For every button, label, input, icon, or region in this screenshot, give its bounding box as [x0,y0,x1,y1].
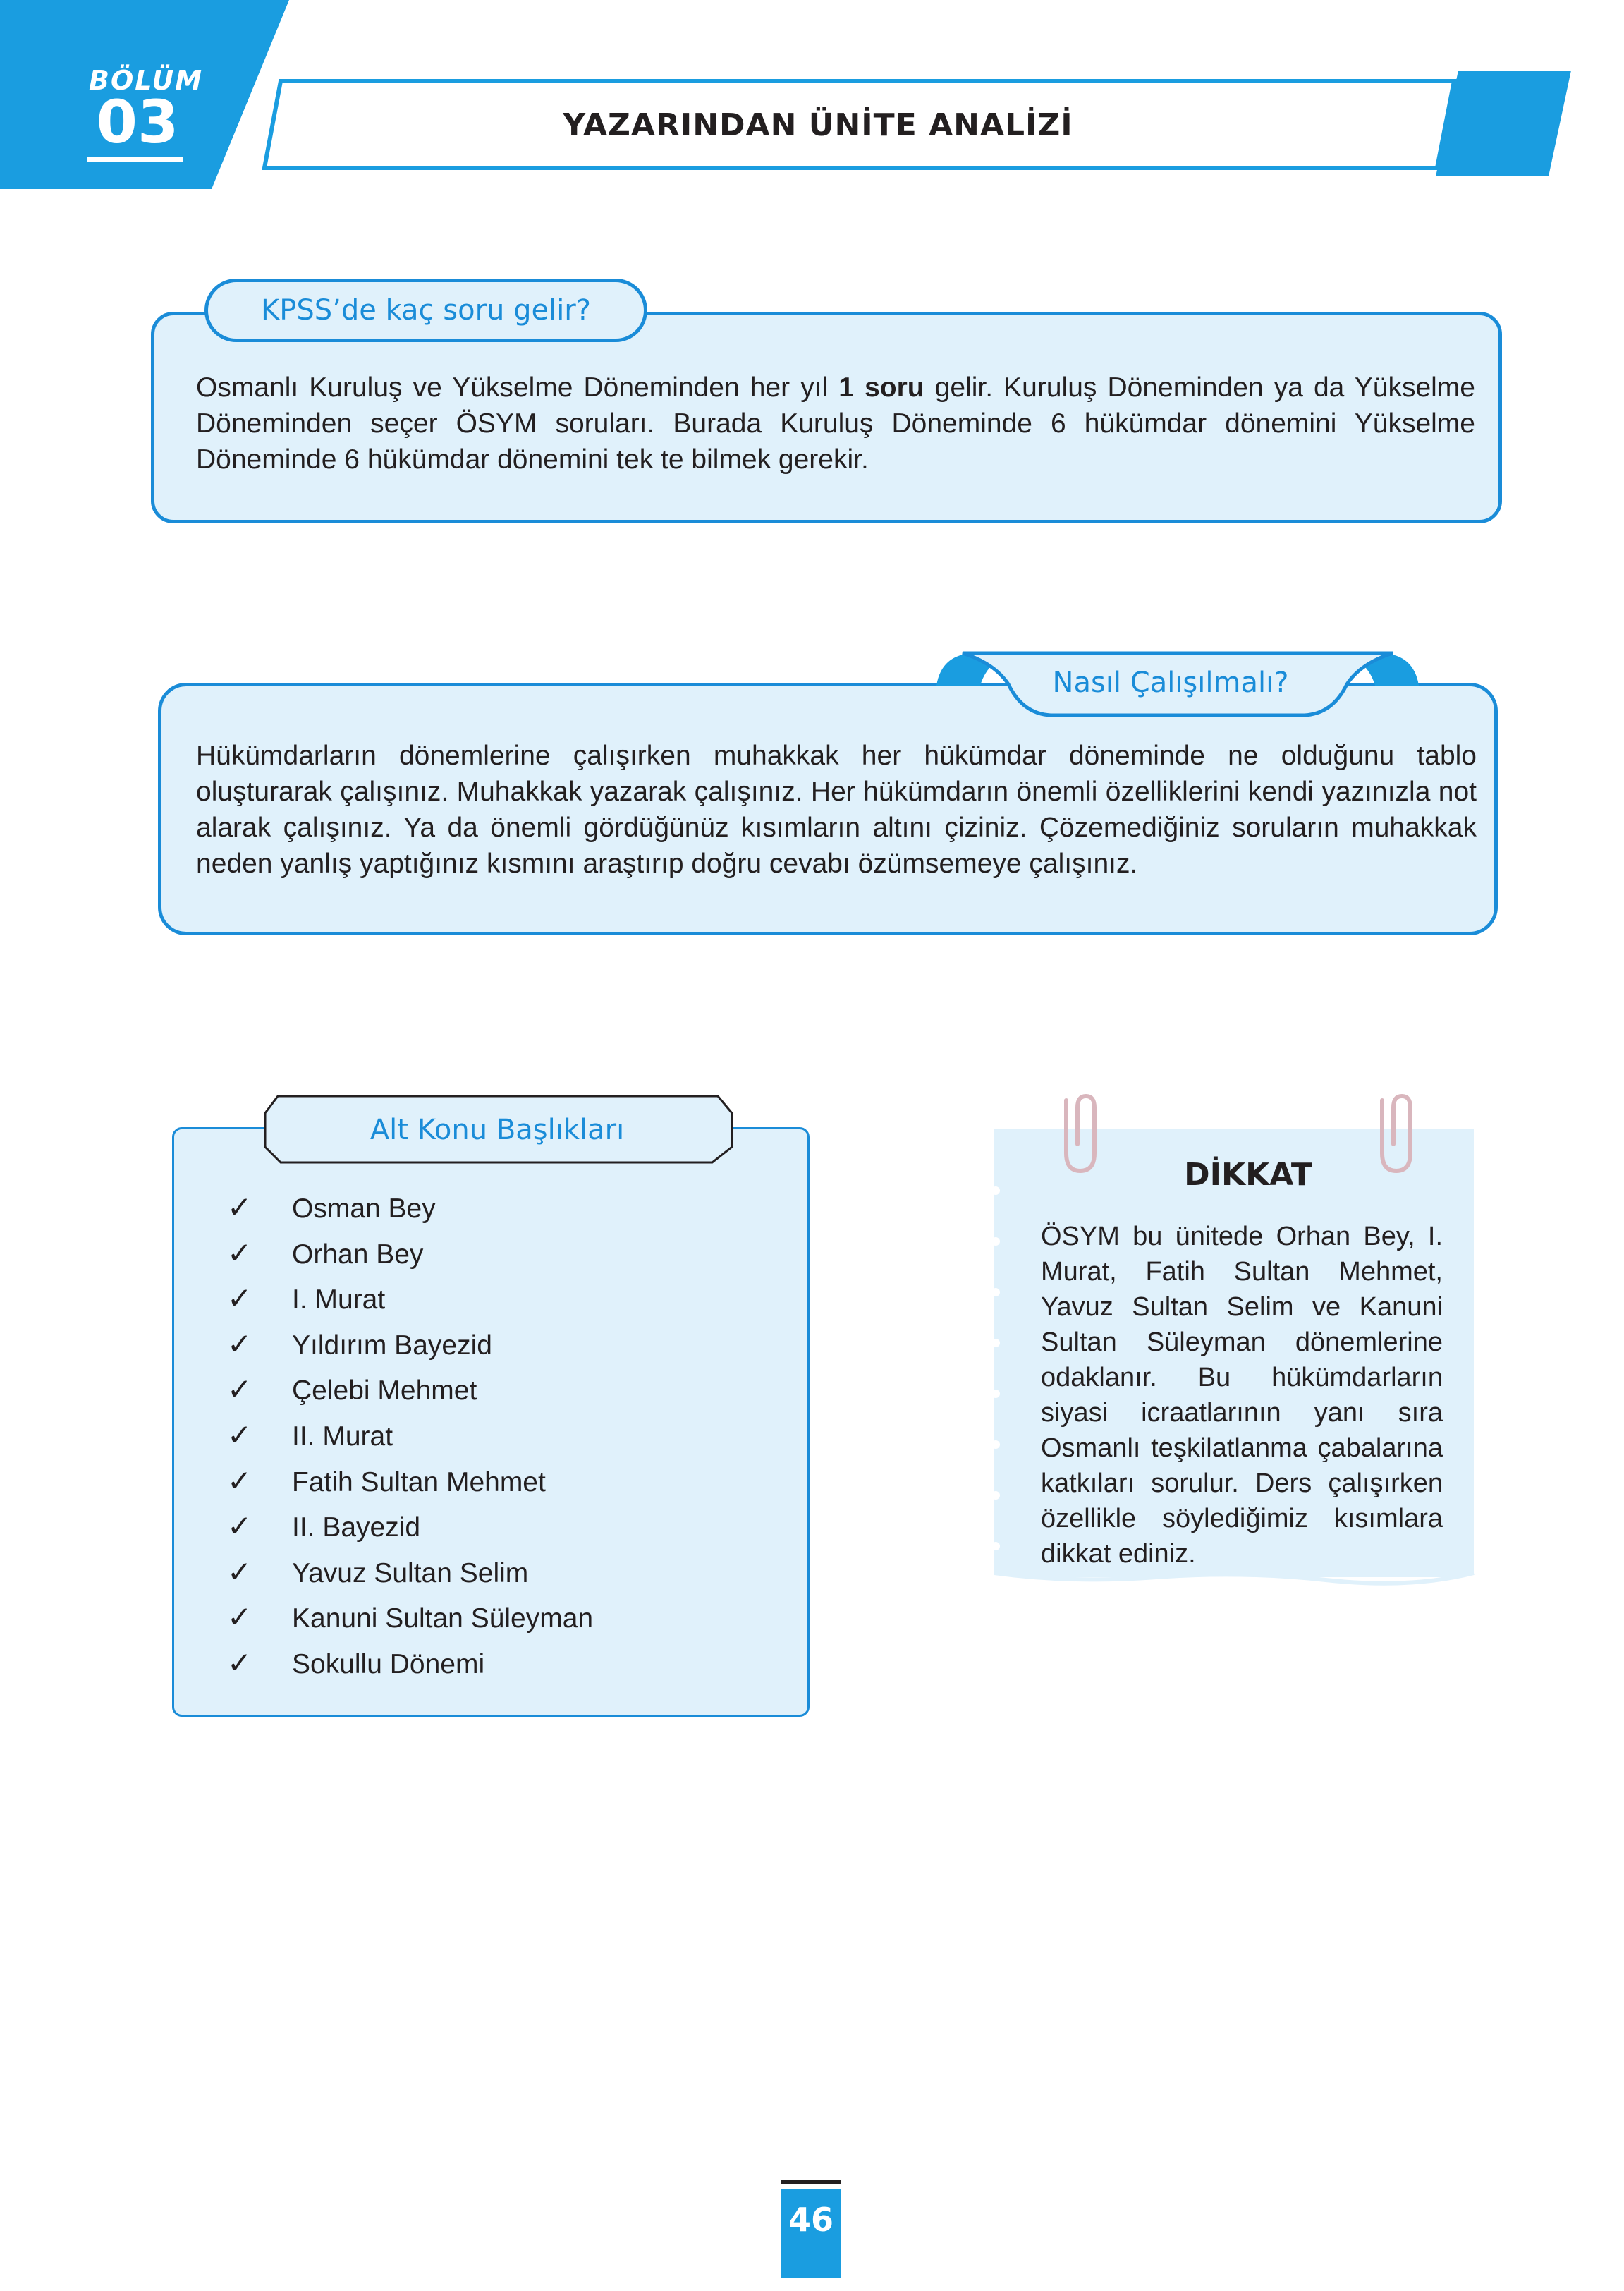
subtopic-label: Yıldırım Bayezid [292,1330,492,1361]
checkmark-icon: ✓ [227,1600,252,1635]
subtopic-label: Fatih Sultan Mehmet [292,1466,546,1497]
subtopic-item [227,1459,593,1505]
subtopic-label: Sokullu Dönemi [292,1648,485,1679]
page-number: 46 [788,2201,834,2239]
study-method-text: Hükümdarların dönemlerine çalışırken muhakkak her hükümdar döneminde ne olduğunu tablo oluşturarak çalışınız. Muhakkak yazarak çalışınız. Her hükümdarın önemli özelliklerini kendi yazınızla not alarak çalışınız. Ya da önemli gördüğünüz kısımların altını çiziniz. Çözemediğiniz soruların muhakkak neden yanlış yaptığınız kısmını araştırıp doğru cevabı özümsemeye çalışınız. [196,741,1477,879]
paperclip-left-icon [1066,1096,1094,1171]
subtopic-item [227,1413,593,1459]
kpss-box-text [196,370,1475,478]
note-binder-holes [991,1186,1000,1550]
subtopic-label: Osman Bey [292,1193,436,1224]
attention-title: DİKKAT [1184,1157,1312,1193]
subtopic-label: Orhan Bey [292,1239,424,1270]
subtopic-item [227,1595,593,1641]
subtopics-list [227,1185,593,1687]
kpss-text-part-1: Osmanlı Kuruluş ve Yükselme Döneminden her yıl [196,372,839,403]
section-label: BÖLÜM [89,65,204,96]
subtopic-item [227,1550,593,1596]
kpss-text-bold: 1 soru [838,372,924,403]
study-method-title: Nasıl Çalışılmalı? [1052,667,1289,699]
kpss-tab [204,279,647,342]
checkmark-icon: ✓ [227,1326,252,1361]
subtopic-item [227,1276,593,1322]
checkmark-icon: ✓ [227,1554,252,1589]
checkmark-icon: ✓ [227,1463,252,1498]
kpss-tab-title: KPSS’de kaç soru gelir? [261,294,591,327]
checkmark-icon: ✓ [227,1417,252,1452]
subtopics-title: Alt Konu Başlıkları [370,1114,625,1146]
checkmark-icon: ✓ [227,1372,252,1407]
subtopic-label: Yavuz Sultan Selim [292,1557,529,1588]
subtopic-item [227,1322,593,1368]
checkmark-icon: ✓ [227,1281,252,1316]
page-title: YAZARINDAN ÜNİTE ANALİZİ [563,107,1073,143]
checkmark-icon: ✓ [227,1509,252,1544]
subtopic-item [227,1641,593,1687]
section-number: 03 [96,87,179,157]
header-graphic [0,0,1624,198]
subtopic-label: Kanuni Sultan Süleyman [292,1603,594,1634]
checkmark-icon: ✓ [227,1645,252,1680]
attention-text: ÖSYM bu ünitede Orhan Bey, I. Murat, Fatih Sultan Mehmet, Yavuz Sultan Selim ve Kanuni Sultan Süleyman dönemlerine odaklanır. Bu hükümdarların siyasi icraatlarının yanı sıra Osmanlı teşkilatlanma çabalarına katkıları sorulur. Ders çalışırken özellikle söylediğimiz kısımlara dikkat ediniz. [1041,1222,1443,1569]
section-number-underline [87,157,183,162]
subtopic-label: Çelebi Mehmet [292,1375,477,1406]
subtopic-item [227,1367,593,1413]
page-number-bar [781,2180,841,2184]
checkmark-icon: ✓ [227,1235,252,1270]
subtopic-item [227,1231,593,1277]
checkmark-icon: ✓ [227,1190,252,1224]
header-accent-block [1436,71,1571,176]
subtopic-item [227,1185,593,1231]
subtopic-label: I. Murat [292,1284,386,1315]
subtopic-item [227,1504,593,1550]
subtopic-label: II. Bayezid [292,1512,421,1543]
subtopic-label: II. Murat [292,1421,393,1452]
kpss-text-part-2: gelir. Kuruluş Döneminden ya da Yükselme Döneminden seçer ÖSYM soruları. Burada Kuruluş Döneminde 6 hükümdar dönemini Yükselme Döneminde 6 hükümdar dönemini tek te bilmek gerekir. [196,372,1475,475]
